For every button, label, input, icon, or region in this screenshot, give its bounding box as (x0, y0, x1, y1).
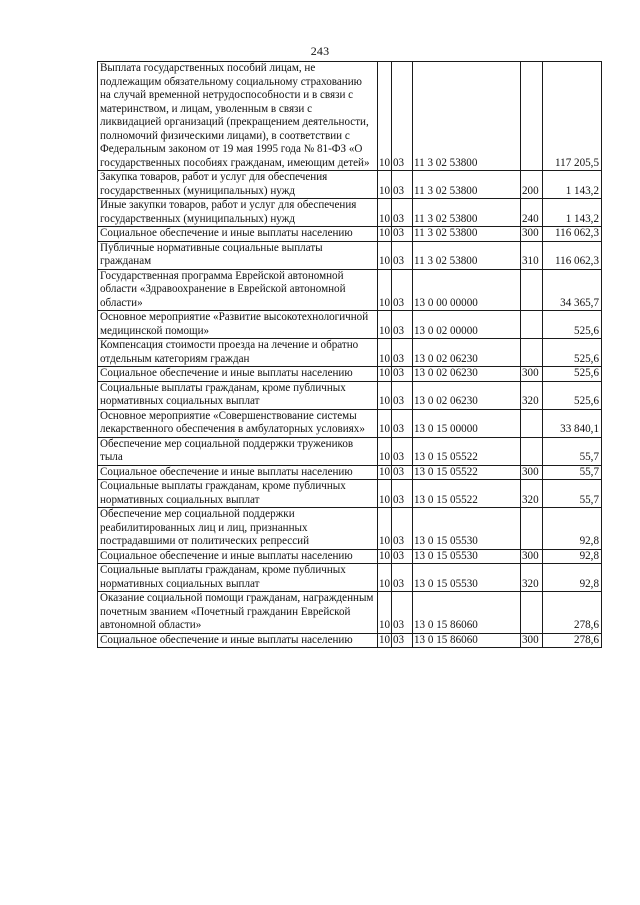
table-row (98, 311, 602, 339)
target-article-code: 13 0 15 05522 (413, 465, 521, 480)
expense-type-code (521, 269, 543, 311)
table-row (98, 437, 602, 465)
subsection-code: 03 (392, 241, 413, 269)
amount: 92,8 (543, 508, 602, 550)
expense-type-code: 320 (521, 381, 543, 409)
amount: 525,6 (543, 311, 602, 339)
item-name: Социальное обеспечение и иные выплаты населению (98, 465, 378, 480)
target-article-code: 13 0 02 06230 (413, 381, 521, 409)
target-article-code: 13 0 02 00000 (413, 311, 521, 339)
target-article-code: 13 0 15 86060 (413, 592, 521, 634)
subsection-code: 03 (392, 633, 413, 648)
expense-type-code: 300 (521, 367, 543, 382)
expense-type-code: 310 (521, 241, 543, 269)
table-row (98, 62, 602, 171)
table-row (98, 269, 602, 311)
table-row (98, 508, 602, 550)
item-name: Публичные нормативные социальные выплаты гражданам (98, 241, 378, 269)
item-name: Компенсация стоимости проезда на лечение и обратно отдельным категориям граждан (98, 339, 378, 367)
section-code: 10 (378, 508, 392, 550)
table-row (98, 564, 602, 592)
subsection-code: 03 (392, 465, 413, 480)
target-article-code: 11 3 02 53800 (413, 199, 521, 227)
expense-type-code: 300 (521, 549, 543, 564)
amount: 34 365,7 (543, 269, 602, 311)
item-name: Социальное обеспечение и иные выплаты населению (98, 367, 378, 382)
section-code: 10 (378, 339, 392, 367)
budget-table-body (98, 62, 602, 648)
section-code: 10 (378, 437, 392, 465)
expense-type-code: 320 (521, 564, 543, 592)
item-name: Социальное обеспечение и иные выплаты населению (98, 549, 378, 564)
table-row (98, 171, 602, 199)
table-row (98, 241, 602, 269)
target-article-code: 13 0 15 86060 (413, 633, 521, 648)
target-article-code: 13 0 15 05522 (413, 480, 521, 508)
expense-type-code: 320 (521, 480, 543, 508)
section-code: 10 (379, 227, 391, 239)
table-row (98, 549, 602, 564)
subsection-code: 03 (392, 381, 413, 409)
subsection-code: 03 (392, 564, 413, 592)
table-row (98, 199, 602, 227)
item-name: Социальное обеспечение и иные выплаты населению (98, 227, 378, 242)
target-article-code: 13 0 15 05530 (413, 508, 521, 550)
section-code: 10 (379, 549, 391, 562)
section-code: 10 (378, 311, 392, 339)
section-code: 10 (378, 564, 392, 592)
subsection-code: 03 (392, 62, 413, 171)
table-row (98, 227, 602, 242)
item-name: Иные закупки товаров, работ и услуг для обеспечения государственных (муниципальных) нужд (98, 199, 378, 227)
section-code: 10 (378, 241, 392, 269)
table-row (98, 381, 602, 409)
subsection-code: 03 (392, 367, 413, 382)
subsection-code: 03 (392, 171, 413, 199)
item-name: Выплата государственных пособий лицам, не подлежащим обязательному социальному страхованию на случай временной нетрудоспособности и в связи с материнством, и лицам, уволенным в связи с ликвидацией организаций (прекращением деятельности, полномочий физическими лицами), в соответствии с Федеральным законом от 19 мая 1995 года № 81-ФЗ «О государственных пособиях гражданам, имеющим детей» (98, 62, 378, 171)
target-article-code: 11 3 02 53800 (413, 241, 521, 269)
subsection-code: 03 (392, 227, 413, 242)
amount: 116 062,3 (543, 227, 602, 242)
expense-type-code (521, 409, 543, 437)
table-row (98, 633, 602, 648)
target-article-code: 13 0 02 06230 (413, 339, 521, 367)
expense-type-code: 200 (521, 171, 543, 199)
amount: 92,8 (543, 549, 602, 564)
target-article-code: 13 0 00 00000 (413, 269, 521, 311)
item-name: Обеспечение мер социальной поддержки тружеников тыла (98, 437, 378, 465)
table-row (98, 480, 602, 508)
budget-table (97, 61, 602, 648)
amount: 116 062,3 (543, 241, 602, 269)
expense-type-code: 300 (521, 633, 543, 648)
item-name: Оказание социальной помощи гражданам, награжденным почетным званием «Почетный гражданин Еврейской автономной области» (98, 592, 378, 634)
target-article-code: 13 0 15 05530 (413, 564, 521, 592)
amount: 55,7 (543, 437, 602, 465)
section-code: 10 (379, 465, 391, 478)
subsection-code: 03 (392, 339, 413, 367)
target-article-code: 13 0 15 05530 (413, 549, 521, 564)
subsection-code: 03 (392, 311, 413, 339)
subsection-code: 03 (392, 409, 413, 437)
section-code: 10 (379, 633, 391, 646)
section-code: 10 (378, 269, 392, 311)
subsection-code: 03 (392, 480, 413, 508)
expense-type-code (521, 508, 543, 550)
expense-type-code: 300 (521, 227, 543, 242)
amount: 525,6 (543, 367, 602, 382)
subsection-code: 03 (392, 592, 413, 634)
section-code: 10 (379, 367, 391, 379)
subsection-code: 03 (392, 199, 413, 227)
item-name: Социальные выплаты гражданам, кроме публичных нормативных социальных выплат (98, 480, 378, 508)
item-name: Закупка товаров, работ и услуг для обеспечения государственных (муниципальных) нужд (98, 171, 378, 199)
section-code: 10 (378, 62, 392, 171)
table-row (98, 592, 602, 634)
section-code: 10 (378, 480, 392, 508)
item-name: Государственная программа Еврейской автономной области «Здравоохранение в Еврейской автономной области» (98, 269, 378, 311)
subsection-code: 03 (392, 437, 413, 465)
target-article-code: 11 3 02 53800 (413, 171, 521, 199)
expense-type-code (521, 62, 543, 171)
table-row (98, 409, 602, 437)
item-name: Основное мероприятие «Развитие высокотехнологичной медицинской помощи» (98, 311, 378, 339)
table-row (98, 465, 602, 480)
target-article-code: 13 0 15 05522 (413, 437, 521, 465)
target-article-code: 13 0 15 00000 (413, 409, 521, 437)
amount: 278,6 (543, 633, 602, 648)
section-code: 10 (378, 592, 392, 634)
section-code: 10 (378, 409, 392, 437)
amount: 525,6 (543, 339, 602, 367)
item-name: Социальные выплаты гражданам, кроме публичных нормативных социальных выплат (98, 564, 378, 592)
amount: 1 143,2 (543, 199, 602, 227)
amount: 278,6 (543, 592, 602, 634)
target-article-code: 11 3 02 53800 (413, 62, 521, 171)
amount: 33 840,1 (543, 409, 602, 437)
amount: 55,7 (543, 465, 602, 480)
amount: 525,6 (543, 381, 602, 409)
expense-type-code: 240 (521, 199, 543, 227)
subsection-code: 03 (392, 269, 413, 311)
amount: 1 143,2 (543, 171, 602, 199)
subsection-code: 03 (392, 549, 413, 564)
expense-type-code: 300 (521, 465, 543, 480)
subsection-code: 03 (392, 508, 413, 550)
table-row (98, 339, 602, 367)
table-row (98, 367, 602, 382)
item-name: Социальное обеспечение и иные выплаты населению (98, 633, 378, 648)
item-name: Основное мероприятие «Совершенствование системы лекарственного обеспечения в амбулаторных условиях» (98, 409, 378, 437)
expense-type-code (521, 339, 543, 367)
item-name: Обеспечение мер социальной поддержки реабилитированных лиц и лиц, признанных пострадавшими от политических репрессий (98, 508, 378, 550)
expense-type-code (521, 437, 543, 465)
section-code: 10 (378, 199, 392, 227)
target-article-code: 13 0 02 06230 (413, 367, 521, 382)
section-code: 10 (378, 381, 392, 409)
page-number: 243 (310, 44, 330, 58)
amount: 117 205,5 (543, 62, 602, 171)
target-article-code: 11 3 02 53800 (413, 227, 521, 242)
item-name: Социальные выплаты гражданам, кроме публичных нормативных социальных выплат (98, 381, 378, 409)
expense-type-code (521, 592, 543, 634)
amount: 92,8 (543, 564, 602, 592)
amount: 55,7 (543, 480, 602, 508)
section-code: 10 (378, 171, 392, 199)
expense-type-code (521, 311, 543, 339)
